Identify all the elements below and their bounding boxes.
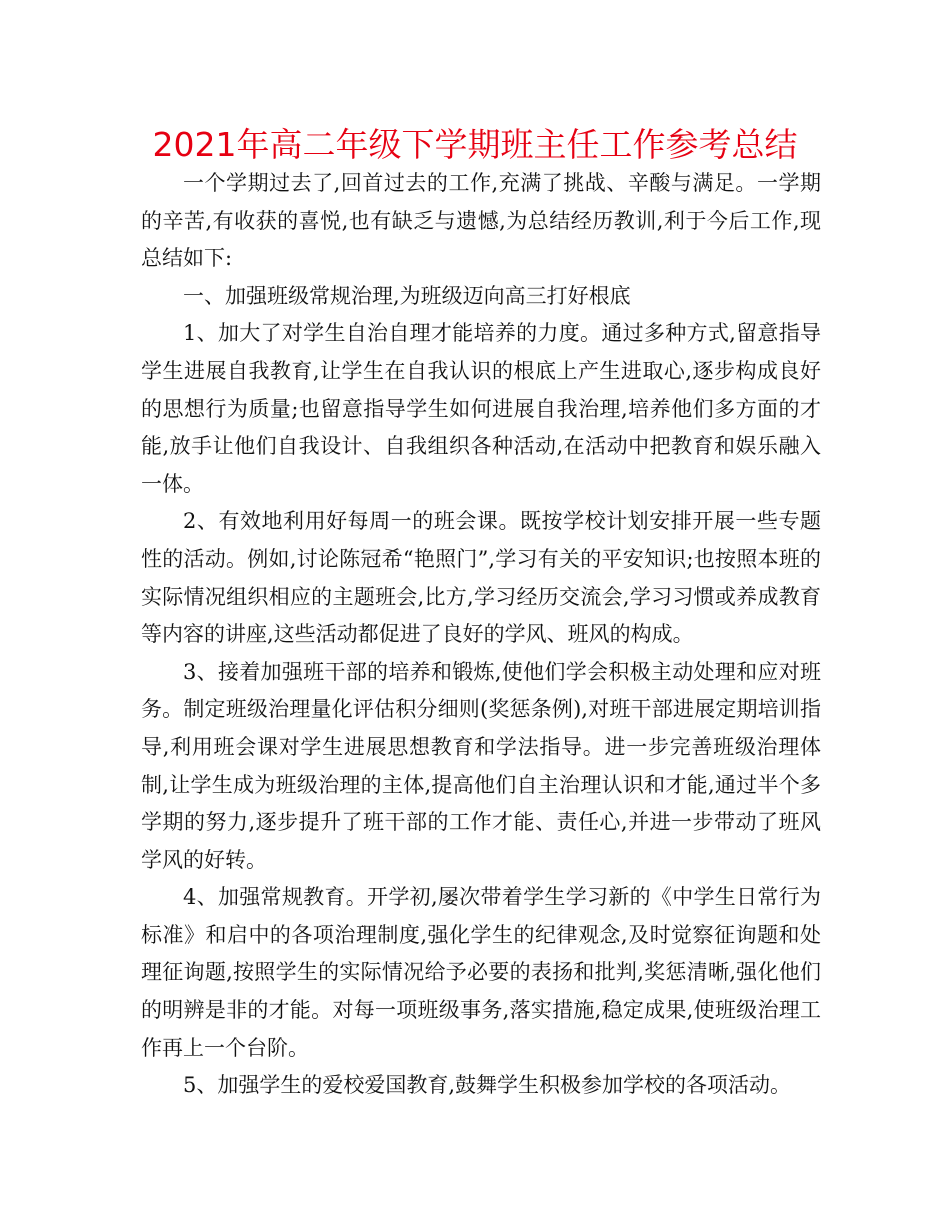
paragraph-item-4: 4、加强常规教育。开学初,屡次带着学生学习新的《中学生日常行为标准》和启中的各项治理制度,强化学生的纪律观念,及时觉察征询题和处理征询题,按照学生的实际情况给予必要的表扬和批判,奖惩清晰,强化他们的明辨是非的才能。对每一项班级事务,落实措施,稳定成果,使班级治理工作再上一个台阶。 [141, 885, 821, 1060]
paragraph-item-1: 1、加大了对学生自治自理才能培养的力度。通过多种方式,留意指导学生进展自我教育,让学生在自我认识的根底上产生进取心,逐步构成良好的思想行为质量;也留意指导学生如何进展自我治理,培养他们多方面的才能,放手让他们自我设计、自我组织各种活动,在活动中把教育和娱乐融入一体。 [141, 321, 821, 496]
document-body [141, 165, 821, 1105]
section-heading-1: 一、加强班级常规治理,为班级迈向高三打好根底 [183, 283, 631, 308]
paragraph-item-2: 2、有效地利用好每周一的班会课。既按学校计划安排开展一些专题性的活动。例如,讨论陈冠希“艳照门”,学习有关的平安知识;也按照本班的实际情况组织相应的主题班会,比方,学习经历交流会,学习习惯或养成教育等内容的讲座,这些活动都促进了良好的学风、班风的构成。 [141, 509, 821, 647]
paragraph-item-3: 3、接着加强班干部的培养和锻炼,使他们学会积极主动处理和应对班务。制定班级治理量化评估积分细则(奖惩条例),对班干部进展定期培训指导,利用班会课对学生进展思想教育和学法指导。进一步完善班级治理体制,让学生成为班级治理的主体,提高他们自主治理认识和才能,通过半个多学期的努力,逐步提升了班干部的工作才能、责任心,并进一步带动了班风学风的好转。 [141, 659, 821, 872]
paragraph-intro: 一个学期过去了,回首过去的工作,充满了挑战、辛酸与满足。一学期的辛苦,有收获的喜悦,也有缺乏与遗憾,为总结经历教训,利于今后工作,现总结如下: [141, 171, 821, 271]
paragraph-item-5: 5、加强学生的爱校爱国教育,鼓舞学生积极参加学校的各项活动。 [183, 1073, 792, 1098]
page-title: 2021年高二年级下学期班主任工作参考总结 [152, 125, 798, 164]
